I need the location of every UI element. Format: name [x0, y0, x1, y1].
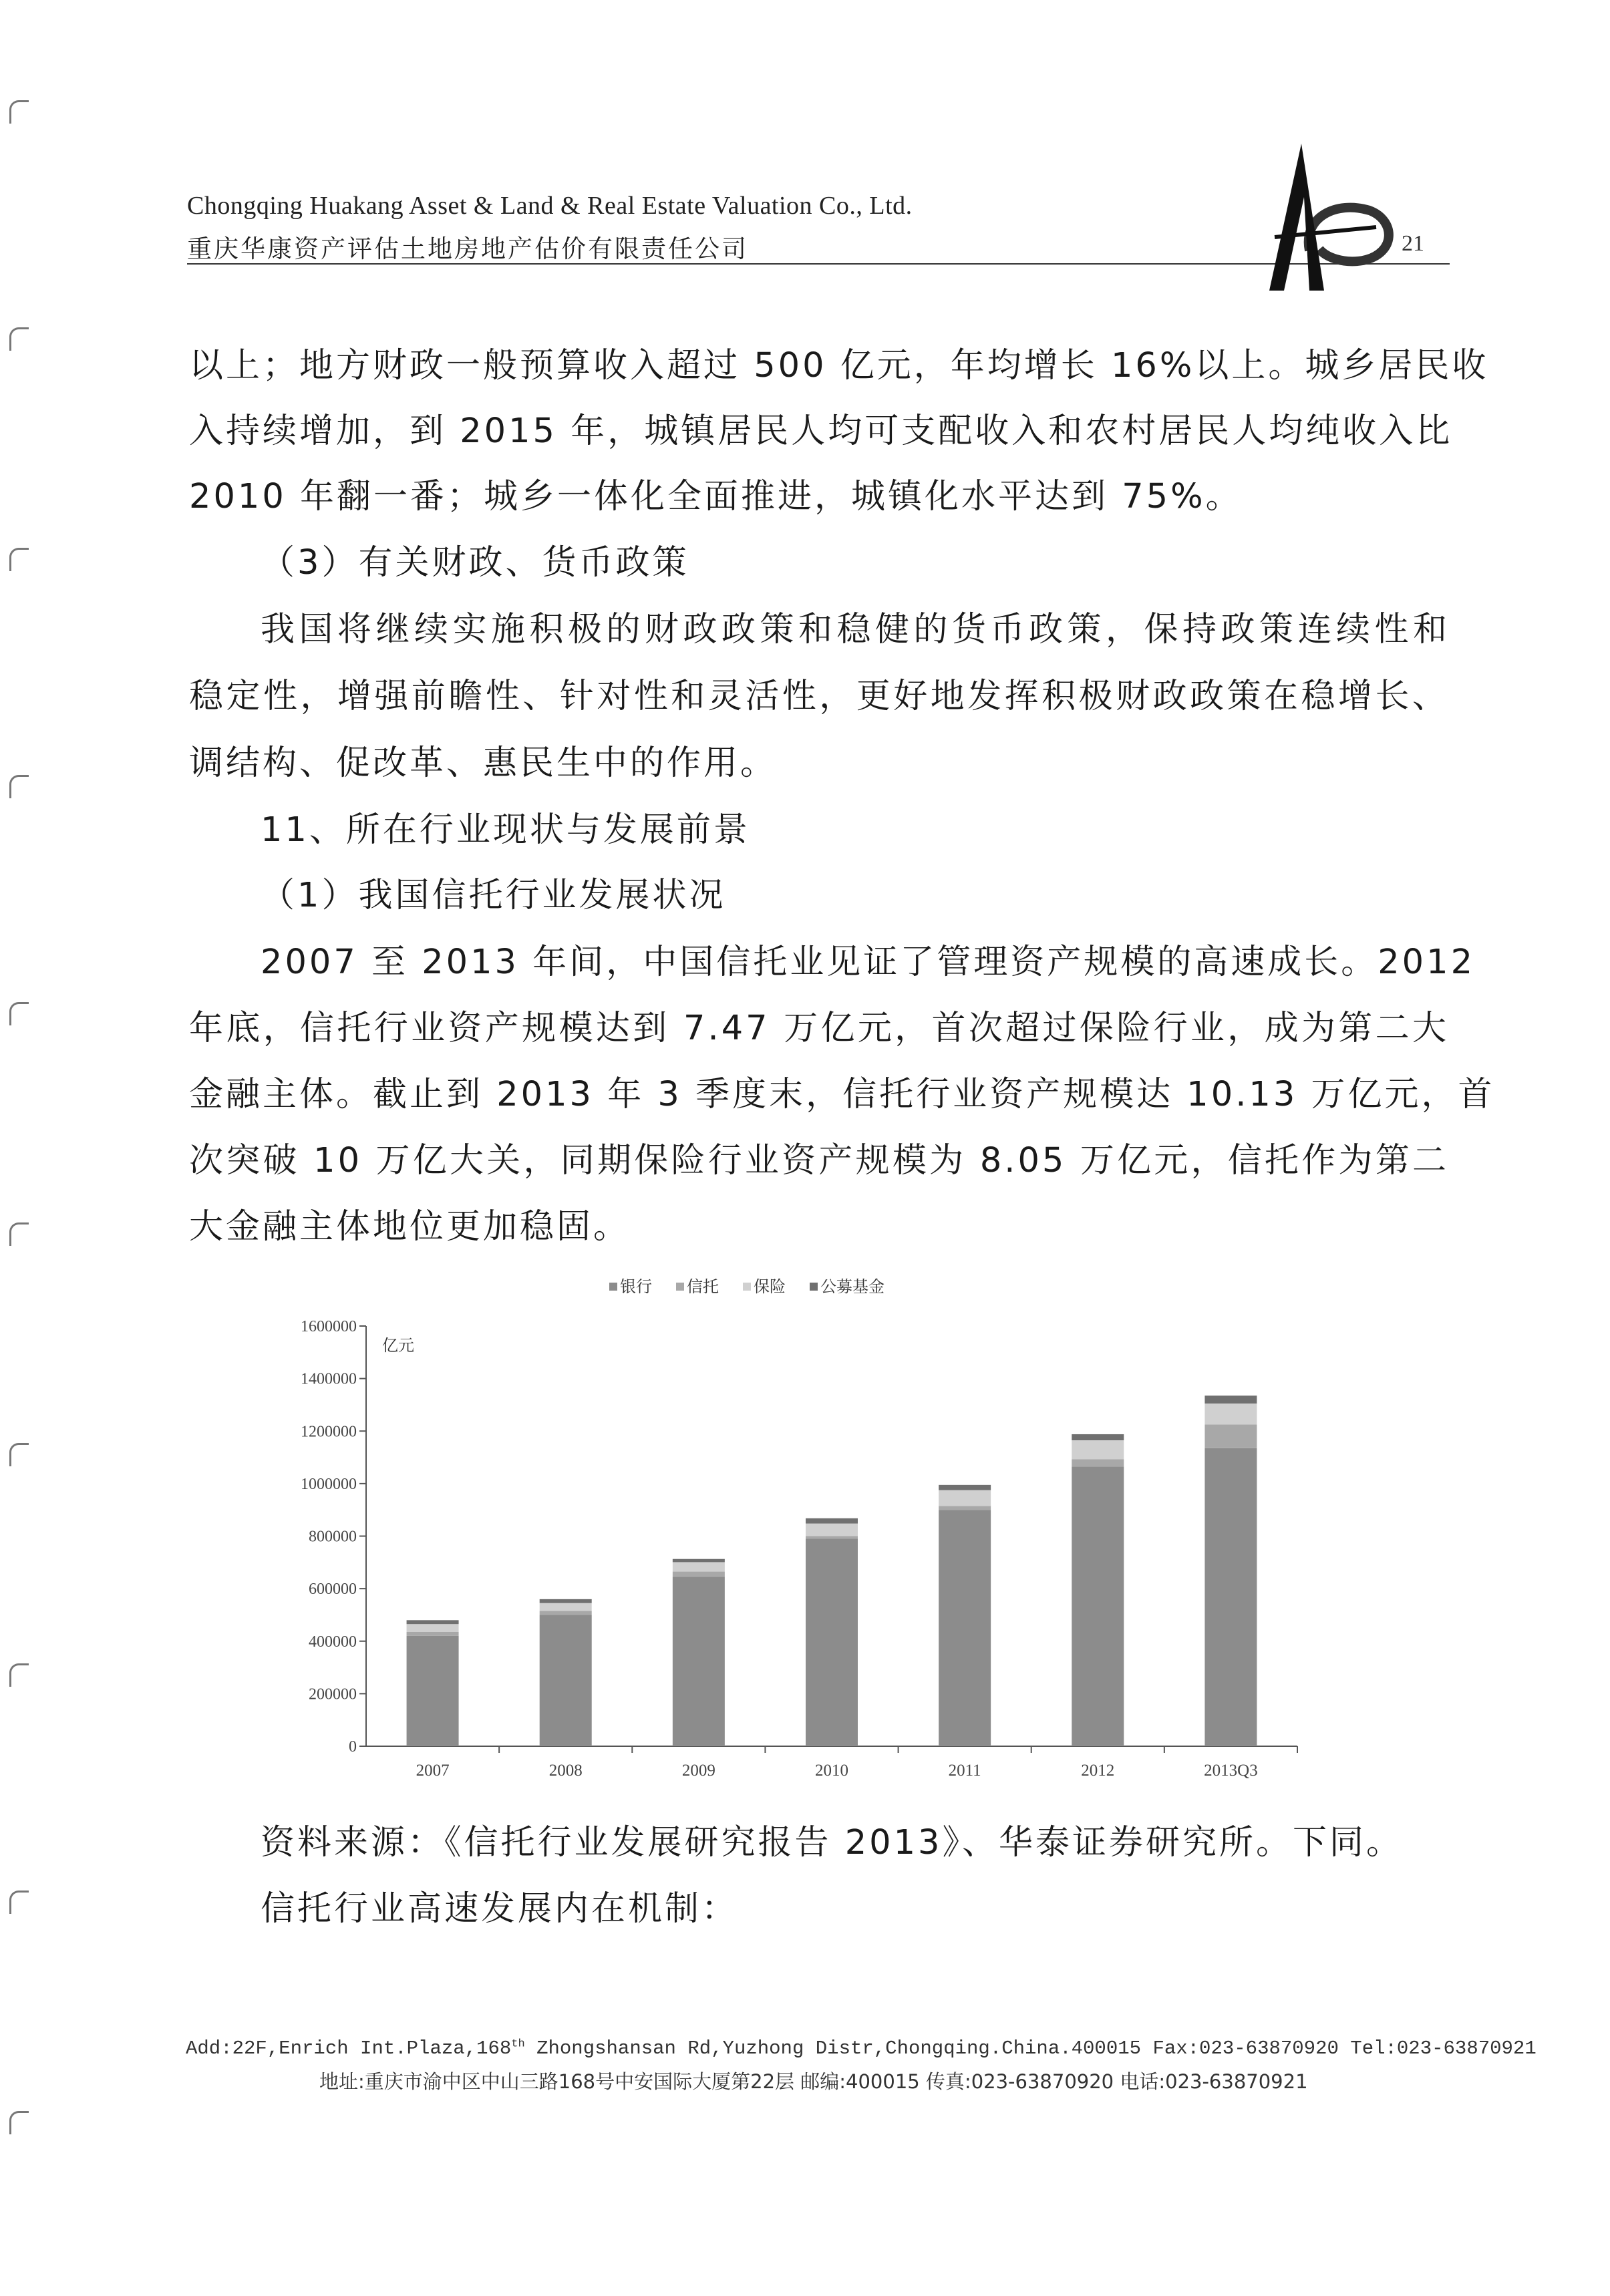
bar-segment: [939, 1506, 991, 1510]
legend-label: 保险: [754, 1279, 786, 1296]
bar-segment: [1204, 1404, 1257, 1424]
chart-bars: [407, 1396, 1257, 1746]
company-name-cn: 重庆华康资产评估土地房地产估价有限责任公司: [187, 234, 748, 263]
bar-segment: [1204, 1396, 1257, 1404]
y-tick-label: 400000: [309, 1633, 357, 1651]
x-axis-ticks: [416, 1746, 1297, 1780]
bar-segment: [673, 1577, 725, 1746]
y-tick-label: 0: [349, 1738, 357, 1756]
body-text-line: 2007 至 2013 年间，中国信托业见证了管理资产规模的高速成长。2012: [261, 943, 1476, 982]
body-text-line: 调结构、促改革、惠民生中的作用。: [189, 744, 778, 783]
x-tick-label: 2011: [948, 1762, 981, 1780]
x-tick-label: 2010: [815, 1762, 848, 1780]
bar-segment: [806, 1518, 858, 1524]
body-text-line: 次突破 10 万亿大关，同期保险行业资产规模为 8.05 万亿元，信托作为第二: [189, 1141, 1449, 1180]
x-tick-label: 2009: [681, 1762, 715, 1780]
y-tick-label: 1200000: [301, 1423, 357, 1441]
bar-segment: [806, 1538, 858, 1746]
bar-segment: [540, 1603, 592, 1611]
y-tick-label: 1000000: [301, 1475, 357, 1493]
bar-segment: [673, 1559, 725, 1563]
legend-swatch: [609, 1283, 617, 1291]
legend-swatch: [810, 1283, 818, 1291]
body-text-line: 入持续增加，到 2015 年，城镇居民人均可支配收入和农村居民人均纯收入比: [189, 412, 1453, 451]
legend-label: 银行: [620, 1279, 652, 1296]
bar-segment: [806, 1524, 858, 1536]
bar-segment: [407, 1636, 459, 1746]
bar-segment: [540, 1615, 592, 1746]
section-heading: （3）有关财政、货币政策: [261, 543, 689, 583]
body-text-line: 年底，信托行业资产规模达到 7.47 万亿元，首次超过保险行业，成为第二大: [189, 1009, 1449, 1048]
body-text-line: 以上；地方财政一般预算收入超过 500 亿元，年均增长 16%以上。城乡居民收: [189, 346, 1489, 385]
section-heading: （1）我国信托行业发展状况: [261, 876, 726, 915]
y-tick-label: 600000: [309, 1581, 357, 1599]
source-note: 资料来源：《信托行业发展研究报告 2013》、华泰证券研究所。下同。: [261, 1823, 1404, 1862]
body-text-line: 我国将继续实施积极的财政政策和稳健的货币政策，保持政策连续性和: [261, 610, 1450, 649]
page-number: 21: [1402, 231, 1424, 256]
bar-segment: [407, 1620, 459, 1624]
bar-segment: [407, 1632, 459, 1636]
body-text-line: 稳定性，增强前瞻性、针对性和灵活性，更好地发挥积极财政政策在稳增长、: [189, 677, 1449, 716]
x-tick-label: 2012: [1081, 1762, 1115, 1780]
section-heading: 11、所在行业现状与发展前景: [261, 810, 750, 850]
bar-segment: [1204, 1448, 1257, 1746]
legend-swatch: [676, 1283, 684, 1291]
company-name-en: Chongqing Huakang Asset & Land & Real Estate Valuation Co., Ltd.: [187, 192, 913, 220]
y-tick-label: 1400000: [301, 1370, 357, 1388]
footer-address-cn: 地址:重庆市渝中区中山三路168号中安国际大厦第22层 邮编:400015 传真:023-63870920 电话:023-63870921: [319, 2070, 1308, 2093]
bar-segment: [1072, 1434, 1124, 1440]
section-heading: 信托行业高速发展内在机制：: [261, 1889, 739, 1929]
bar-segment: [1072, 1466, 1124, 1746]
legend-label: 信托: [687, 1279, 719, 1296]
x-tick-label: 2008: [548, 1762, 583, 1780]
bar-segment: [540, 1599, 592, 1603]
bar-segment: [673, 1562, 725, 1571]
bar-segment: [939, 1510, 991, 1746]
legend-swatch: [743, 1283, 751, 1291]
x-tick-label: 2007: [416, 1762, 450, 1780]
bar-segment: [1204, 1424, 1257, 1448]
bar-segment: [1072, 1459, 1124, 1466]
body-text-line: 金融主体。截止到 2013 年 3 季度末，信托行业资产规模达 10.13 万亿元，首: [189, 1075, 1495, 1114]
body-text-line: 2010 年翻一番；城乡一体化全面推进，城镇化水平达到 75%。: [189, 477, 1243, 516]
bar-segment: [1072, 1440, 1124, 1459]
y-tick-label: 1600000: [301, 1318, 357, 1335]
bar-segment: [939, 1485, 991, 1490]
bar-segment: [806, 1536, 858, 1539]
y-axis-ticks: [301, 1318, 366, 1756]
bar-segment: [540, 1611, 592, 1615]
legend-label: 公募基金: [820, 1279, 884, 1296]
bar-segment: [939, 1490, 991, 1506]
y-tick-label: 800000: [309, 1528, 357, 1546]
body-text-line: 大金融主体地位更加稳固。: [189, 1207, 631, 1247]
chart-unit-label: 亿元: [382, 1337, 414, 1355]
x-tick-label: 2013Q3: [1204, 1762, 1258, 1780]
chart-legend: [609, 1278, 884, 1296]
bar-segment: [407, 1624, 459, 1632]
y-tick-label: 200000: [309, 1685, 357, 1703]
bar-segment: [673, 1572, 725, 1577]
footer-address-en: Add:22F,Enrich Int.Plaza,168th Zhongshansan Rd,Yuzhong Distr,Chongqing.China.400015 Fax:023-63870920 Tel:023-63870921: [186, 2037, 1537, 2060]
